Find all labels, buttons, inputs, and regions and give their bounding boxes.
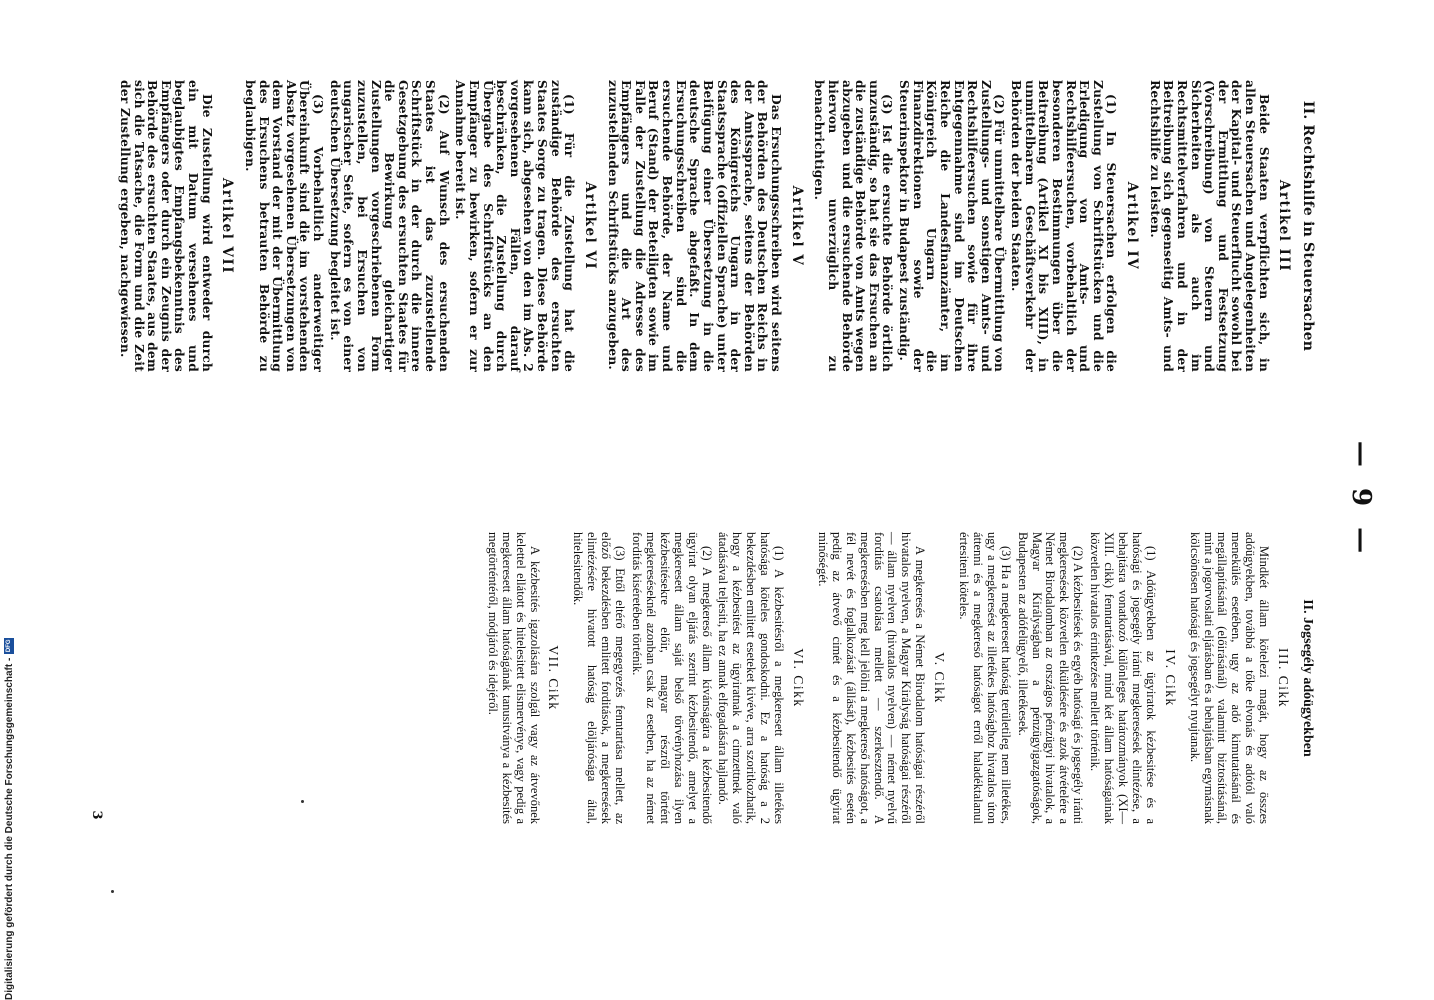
hungarian-section-title: II. Jogsegély adóügyekben [1300,599,1315,757]
speck-mark [301,800,304,803]
german-article-heading: Artikel VII [219,177,236,275]
german-paragraph: (3) Vorbehaltlich anderweitiger Übereinkunft sind die im vorstehenden Absatz vorgesehenen Übersetzungen von dem Vorstand der mit der Übermittlung des Ersuchens betrauten Behörde zu beglaubigen. [243,80,327,372]
hungarian-article-heading: V. Cikk [932,652,948,704]
german-article-heading: Artikel VI [582,181,598,271]
german-paragraph: (2) Für unmittelbare Übermittlung von Zustellungs- und sonstigen Amts- und Rechtshilfeersuchen sowie für ihre Entgegennahme sind im Deutschen Reiche die Landesfinanzämter, im Königreich Ungarn die Finanzdirektionen sowie der Steuerinspektor in Budapest zuständig. [897,80,1008,372]
hungarian-paragraph: (3) Ha a megkeresett hatóság területileg nem illetékes, ugy a megkeresést az illetékes hatósághoz hivatalos úton áttenni és a megkereső hatóságot erről haladéktalanul értesiteni köteles. [957,532,1013,824]
german-paragraph: (2) Auf Wunsch des ersuchenden Staates ist das zuzustellende Schriftstück in der durch die innere Gesetzgebung des ersuchten Staates für die Bewirkung gleichartiger Zustellungen vorgeschriebenen Form zuzustellen, bei Ersuchen von ungarischer Seite, sofern es von einer deutschen Übersetzung begleitet ist. [327,80,452,372]
hungarian-paragraph: (2) A megkereső állam kívánságára a kézbesitendő ügyirat olyan eljárás szerint kézbesitendő, amelyet a megkeresett állam saját belső törvényhozása ilyen kézbesitésekre előir, magyar részről történt megkereséseknél azonban csak az esetben, ha az német fordítás kiséretében történik. [630,532,714,824]
credit-text: Digitalisierung gefördert durch die Deutsche Forschungsgemeinschaft - [3,657,15,1000]
german-article-heading: Artikel V [788,185,805,267]
hungarian-paragraph: (1) A kézbesitésről a megkeresett állam illetékes hatósága köteles gondoskodni. Ez a hatóság a 2 bekezdésben emlitett eseteket kivéve, arra szoritkozhatik, hogy a kézbesitést az ügyiratnak a cimzettnek való átadásával teljesiti, ha ez annak elfogadására hajlandó. [716,532,787,824]
german-paragraph: (1) Für die Zustellung hat die zuständige Behörde des ersuchten Staates Sorge zu tragen. Diese Behörde kann sich, abgesehen von den im Abs. 2 vorgesehenen Fällen, darauf beschränken, die Zustellung durch Übergabe des Schriftstücks an den Empfänger zu bewirken, sofern er zur Annahme bereit ist. [453,80,578,372]
hungarian-paragraph: Mindkét állam kötelezi magát, hogy az összes adóügyekben, továbbá a tőke elvonás és adótól való menekülés esetében, ugy az adó kimutatásánál és megállapításánál (előirásánál) valamint biztosításánál, mint a jogorvoslati eljárásban és a behajtásban egymásnak kölcsönösen hatósági és jogsegélyt nyujtanak. [1187,532,1272,824]
hungarian-article-heading: IV. Cikk [1162,649,1178,707]
german-paragraph: (1) In Steuersachen erfolgen die Zustellung von Schriftstücken und die Erledigung von Amts- und Rechtshilfeersuchen, vorbehaltlich der besonderen Bestimmungen über die Beitreibung (Artikel XI bis XIII), in unmittelbarem Geschäftsverkehr der Behörden der beiden Staaten. [1009,80,1120,372]
hungarian-paragraph: (2) A kézbesitések és egyéb hatósági és jogsegély iránti megkeresések közvetlen elküldésére és azok átvételére a Német Birodalomban az országos pénzügyi hivatalok, a Magyar Királyságban a pénzügyigazgatóságok, Budapesten az adófelügyelő, illetékesek. [1015,532,1086,824]
speck-mark [111,890,114,893]
page-number: — 9 — [1346,440,1376,560]
hungarian-article-heading: VI. Cikk [791,648,806,708]
hungarian-paragraph: A megkeresés a Német Birodalom hatóságai részéről hivatalos nyelven, a Magyar Királyság hatóságai részéről — állam nyelven (hivatalos nyelven) — német nyelvű fordítás csatolása mellett — szerkesztendő. A megkeresésben meg kell jelölni a megkereső hatóságot, a fél nevét és foglalkozását (állását), kézbesités esetén pedig az átvevő cimét és a kézbesitendő ügyirat minőségét. [815,532,928,824]
german-article-heading: Artikel III [1276,179,1293,273]
hungarian-paragraph: A kézbesités igazolására szolgál vagy az átvevőnek kelettel ellátott és hitelesitett elismervénye, vagy pedig a megkeresett állam hatóságának tanusitványa a kézbesités megtörténtéről, módjáról és idejéről. [485,532,542,824]
hungarian-paragraph: (1) Adóügyekben az ügyiratok kézbesitése és a hatósági és jogsegély iránti megkeresések elintézése, a behajtásra vonatkozó különleges határozmányok (XI—XIII. cikk) fenntartásával, mind két állam hatóságainak közvetlen hivatalos érintkezése mellett történik. [1088,532,1158,824]
digitization-credit [0,600,18,1000]
hungarian-article-heading: VII. Cikk [546,645,562,711]
hungarian-text-column [482,532,1314,824]
german-text-column [115,80,1314,372]
german-paragraph: (3) Ist die ersuchte Behörde örtlich unzuständig, so hat sie das Ersuchen an die zuständige Behörde von Amts wegen abzugeben und die ersuchende Behörde hiervon unverzüglich zu benachrichtigen. [812,80,896,372]
hungarian-paragraph: (3) Ettől eltérő megegyezés fenntartása mellett, az előző bekezdésben emlitett forditások, a megkeresések elintézésére hivatott hatóság elöljárósága által, hitelesitendők. [571,532,628,824]
german-paragraph: Beide Staaten verpflichten sich, in allen Steuersachen und Angelegenheiten der Kapital- und Steuerflucht sowohl bei der Ermittlung und Festsetzung (Vorschreibung) von Steuern und Sicherheiten als auch im Rechtsmittelverfahren und in der Beitreibung sich gegenseitig Amts- und Rechtshilfe zu leisten. [1147,80,1272,372]
german-section-title: II. Rechtshilfe in Steuersachen [1300,100,1316,352]
footer-page-number: 3 [89,810,104,820]
german-paragraph: Die Zustellung wird entweder durch ein mit Datum versehenes und beglaubigtes Empfangsbekenntnis des Empfängers oder durch ein Zeugnis der Behörde des ersuchten Staates, aus dem sich die Tatsache, die Form und die Zeit der Zustellung ergeben, nachgewiesen. [118,80,215,372]
german-paragraph: Das Ersuchungsschreiben wird seitens der Behörden des Deutschen Reichs in der Amtssprache, seitens der Behörden des Königreichs Ungarn in der Staatssprache (offiziellen Sprache) unter Beifügung einer Übersetzung in die deutsche Sprache abgefaßt. In dem Ersuchungsschreiben sind die ersuchende Behörde, der Name und Beruf (Stand) der Beteiligten sowie im Falle der Zustellung die Adresse des Empfängers und die Art des zuzustellenden Schriftstücks anzugeben. [605,80,785,372]
hungarian-article-heading: III. Cikk [1276,648,1292,708]
german-article-heading: Artikel IV [1124,181,1141,271]
dfg-logo: DFG [6,639,12,653]
